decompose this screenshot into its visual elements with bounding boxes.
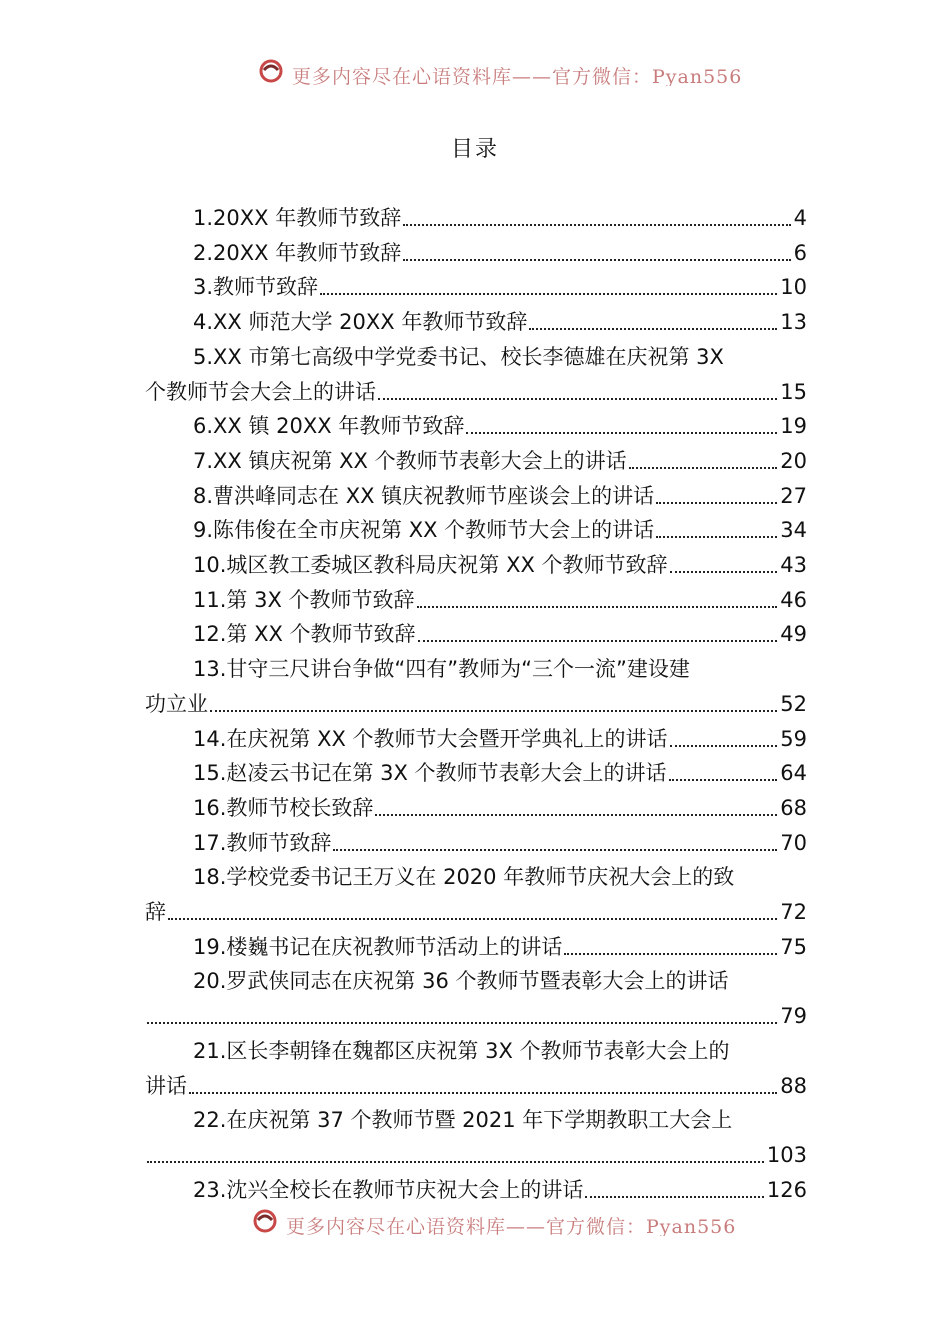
toc-entry-number: 14. xyxy=(193,726,227,751)
toc-entry-page: 15 xyxy=(780,379,807,404)
toc-entry-page: 43 xyxy=(780,553,807,577)
toc-entry-page: 20 xyxy=(780,448,807,473)
dot-leader xyxy=(585,1195,764,1198)
toc-entry-title xyxy=(193,967,728,995)
toc-entry[interactable] xyxy=(145,755,807,787)
toc-entry-number: 11. xyxy=(193,587,227,612)
dot-leader xyxy=(147,1160,764,1163)
dot-leader xyxy=(417,605,778,608)
toc-entry-page: 126 xyxy=(766,1177,807,1202)
toc-entry-text: 陈伟俊在全市庆祝第 XX 个教师节大会上的讲话 xyxy=(213,518,655,543)
toc-entry-text: 教师节致辞 xyxy=(226,830,332,855)
toc-entry-title xyxy=(193,412,464,440)
dot-leader xyxy=(418,639,778,642)
toc-entry-number: 23. xyxy=(193,1177,227,1202)
toc-entry-text: 区长李朝锋在魏都区庆祝第 3X 个教师节表彰大会上的 xyxy=(226,1038,730,1063)
toc-entry-page: 88 xyxy=(780,1073,807,1098)
toc-entry-title xyxy=(193,482,654,510)
toc-entry-text: 教师节致辞 xyxy=(213,275,319,300)
toc-entry-text: 曹洪峰同志在 XX 镇庆祝教师节座谈会上的讲话 xyxy=(213,483,655,508)
toc-entry-title xyxy=(193,933,562,961)
brand-logo-icon xyxy=(258,58,284,84)
toc-entry[interactable] xyxy=(193,859,807,891)
toc-entry-title xyxy=(193,516,654,544)
toc-entry-page: 10 xyxy=(780,275,807,300)
toc-entry-text: 城区教工委城区教科局庆祝第 XX 个教师节致辞 xyxy=(226,553,668,577)
toc-entry-text: XX 镇 20XX 年教师节致辞 xyxy=(213,414,465,439)
toc-entry-number: 10. xyxy=(193,553,227,577)
dot-leader xyxy=(147,1021,777,1024)
toc-entry-text: 沈兴全校长在教师节庆祝大会上的讲话 xyxy=(226,1177,584,1202)
toc-entry-page: 49 xyxy=(780,622,807,647)
dot-leader xyxy=(669,778,778,781)
toc-entry-number: 21. xyxy=(193,1038,227,1063)
dot-leader xyxy=(656,535,777,538)
toc-entry-text: 个教师节会大会上的讲话 xyxy=(145,379,376,404)
toc-entry[interactable] xyxy=(145,304,807,336)
dot-leader xyxy=(403,258,790,261)
banner-text: 更多内容尽在心语资料库——官方微信：Pyan556 xyxy=(292,65,743,86)
toc-entry-number: 1. xyxy=(193,206,214,230)
toc-entry-title xyxy=(193,1176,583,1204)
toc-entry-text: XX 市第七高级中学党委书记、校长李德雄在庆祝第 3X xyxy=(213,344,724,369)
dot-leader xyxy=(564,952,777,955)
toc-entry[interactable] xyxy=(193,1033,807,1065)
toc-entry-number: 18. xyxy=(193,865,227,890)
toc-entry-page: 46 xyxy=(780,587,807,612)
toc-entry[interactable] xyxy=(145,1172,807,1204)
banner-text: 更多内容尽在心语资料库——官方微信：Pyan556 xyxy=(286,1215,737,1236)
toc-entry-text: 楼巍书记在庆祝教师节活动上的讲话 xyxy=(226,934,563,959)
dot-leader xyxy=(466,431,777,434)
toc-entry-continuation[interactable] xyxy=(145,374,807,406)
toc-entry-text: XX 镇庆祝第 XX 个教师节表彰大会上的讲话 xyxy=(213,448,627,473)
toc-entry[interactable] xyxy=(145,443,807,475)
toc-entry-title xyxy=(193,794,373,822)
dot-leader xyxy=(656,501,777,504)
toc-entry-text: 学校党委书记王万义在 2020 年教师节庆祝大会上的致 xyxy=(226,865,735,890)
dot-leader xyxy=(375,813,777,816)
toc-entry-title xyxy=(193,725,668,753)
toc-entry-page: 103 xyxy=(766,1142,807,1167)
toc-entry[interactable] xyxy=(145,929,807,961)
toc-entry-text: 罗武侠同志在庆祝第 36 个教师节暨表彰大会上的讲话 xyxy=(226,969,729,994)
toc-entry[interactable] xyxy=(193,963,807,995)
toc-entry-continuation[interactable] xyxy=(145,998,807,1030)
toc-entry-page: 75 xyxy=(780,934,807,959)
header-banner xyxy=(258,56,742,86)
toc-entry-number: 20. xyxy=(193,969,227,994)
toc-entry-page: 19 xyxy=(780,414,807,439)
toc-entry-number: 5. xyxy=(193,344,214,369)
dot-leader xyxy=(629,466,778,469)
toc-entry[interactable] xyxy=(193,1102,807,1134)
toc-entry[interactable] xyxy=(145,547,807,579)
toc-entry-text: 在庆祝第 37 个教师节暨 2021 年下学期教职工大会上 xyxy=(226,1108,733,1133)
toc-entry-title xyxy=(193,273,318,301)
toc-entry-number: 4. xyxy=(193,310,214,335)
dot-leader xyxy=(333,848,777,851)
toc-entry-number: 13. xyxy=(193,657,227,682)
toc-entry-title xyxy=(193,620,416,648)
toc-entry-title xyxy=(193,447,627,475)
toc-entry-page: 34 xyxy=(780,518,807,543)
toc-entry[interactable] xyxy=(145,721,807,753)
toc-entry[interactable] xyxy=(145,582,807,614)
toc-entry-page: 13 xyxy=(780,310,807,335)
toc-entry[interactable] xyxy=(145,616,807,648)
toc-entry-title xyxy=(193,586,415,614)
toc-entry-text: 20XX 年教师节致辞 xyxy=(213,240,402,265)
brand-logo-icon xyxy=(252,1208,278,1234)
toc-entry-title xyxy=(193,551,668,579)
toc-entry-title xyxy=(193,204,401,232)
toc-entry-page: 59 xyxy=(780,726,807,751)
toc-entry-number: 2. xyxy=(193,240,214,265)
dot-leader xyxy=(210,709,777,712)
toc-entry-page: 72 xyxy=(780,900,807,924)
toc-entry-title xyxy=(193,239,401,267)
toc-entry-number: 9. xyxy=(193,518,214,543)
toc-entry-number: 19. xyxy=(193,934,227,959)
toc-entry-continuation[interactable] xyxy=(145,894,807,926)
toc-entry[interactable] xyxy=(145,200,807,232)
toc-entry-number: 12. xyxy=(193,622,227,647)
dot-leader xyxy=(403,223,790,226)
toc-entry-page: 70 xyxy=(780,830,807,855)
toc-entry[interactable] xyxy=(145,825,807,857)
page-title: 目录 xyxy=(450,137,499,162)
toc-entry-continuation[interactable] xyxy=(145,1137,807,1169)
dot-leader xyxy=(378,397,777,400)
toc-entry-number: 15. xyxy=(193,761,227,786)
toc-entry-text: 甘守三尺讲台争做“四有”教师为“三个一流”建设建 xyxy=(226,657,690,682)
toc-entry-text: 功立业 xyxy=(145,691,208,716)
toc-entry-number: 17. xyxy=(193,830,227,855)
toc-entry-text: 教师节校长致辞 xyxy=(226,795,374,820)
toc-entry-title xyxy=(193,308,527,336)
toc-entry-number: 7. xyxy=(193,448,214,473)
toc-entry-page: 6 xyxy=(793,240,807,265)
toc-entry[interactable] xyxy=(145,512,807,544)
toc-entry-title xyxy=(193,829,331,857)
toc-entry-text: 讲话 xyxy=(145,1073,187,1098)
dot-leader xyxy=(670,570,778,573)
toc-entry[interactable] xyxy=(193,651,807,683)
toc-entry-page: 52 xyxy=(780,691,807,716)
toc-entry-title xyxy=(193,343,724,371)
toc-entry-text: 辞 xyxy=(145,900,166,924)
toc-entry[interactable] xyxy=(193,339,807,371)
toc-entry-number: 8. xyxy=(193,483,214,508)
toc-entry-text: XX 师范大学 20XX 年教师节致辞 xyxy=(213,310,528,335)
toc-entry-page: 79 xyxy=(780,1004,807,1029)
toc-entry-continuation[interactable] xyxy=(145,1068,807,1100)
toc-entry-page: 4 xyxy=(793,206,807,230)
dot-leader xyxy=(320,292,777,295)
toc-entry-continuation[interactable] xyxy=(145,686,807,718)
toc-entry[interactable] xyxy=(145,408,807,440)
footer-banner xyxy=(252,1206,736,1236)
toc-entry-page: 64 xyxy=(780,761,807,786)
toc-entry[interactable] xyxy=(145,235,807,267)
toc-entry-title xyxy=(193,655,690,683)
toc-entry[interactable] xyxy=(145,790,807,822)
dot-leader xyxy=(529,327,777,330)
toc-entry-title xyxy=(193,1106,732,1134)
toc-entry-number: 6. xyxy=(193,414,214,439)
dot-leader xyxy=(670,744,778,747)
toc-entry-text: 第 3X 个教师节致辞 xyxy=(226,587,415,612)
toc-entry-title xyxy=(193,863,734,891)
toc-entry-number: 3. xyxy=(193,275,214,300)
toc-entry-text: 第 XX 个教师节致辞 xyxy=(226,622,416,647)
toc-entry-title xyxy=(193,759,667,787)
toc-entry-page: 68 xyxy=(780,795,807,820)
toc-entry-text: 赵凌云书记在第 3X 个教师节表彰大会上的讲话 xyxy=(226,761,667,786)
toc-entry-title xyxy=(193,1037,730,1065)
dot-leader xyxy=(189,1091,777,1094)
toc-entry-text: 在庆祝第 XX 个教师节大会暨开学典礼上的讲话 xyxy=(226,726,668,751)
toc-entry-page: 27 xyxy=(780,483,807,508)
toc-entry-number: 22. xyxy=(193,1108,227,1133)
toc-entry[interactable] xyxy=(145,478,807,510)
toc-entry-number: 16. xyxy=(193,795,227,820)
toc-entry-text: 20XX 年教师节致辞 xyxy=(213,206,402,230)
toc-entry[interactable] xyxy=(145,269,807,301)
dot-leader xyxy=(168,917,777,920)
